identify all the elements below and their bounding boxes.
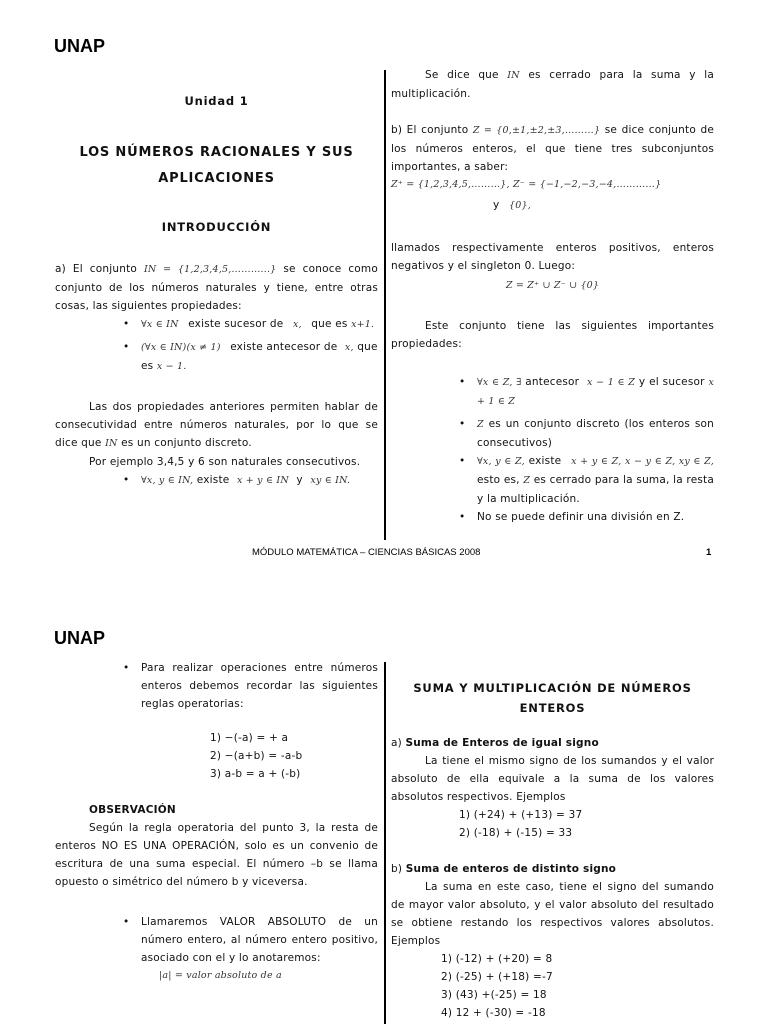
examples-b [391,950,714,1022]
math: x − 1. [156,361,187,372]
list-item [119,471,378,490]
integer-properties-list [455,373,714,526]
page1-header: UNAP [54,36,106,56]
text: a) El conjunto [55,263,138,275]
text: a) [391,737,402,749]
math: x, [344,342,354,353]
page1-footer: MÓDULO MATEMÁTICA – CIENCIAS BÁSICAS 2008 [252,547,481,558]
intro-heading: INTRODUCCIÓN [161,220,272,234]
text: se conoce como conjunto de los números naturales y tiene, entre otras cosas, las siguientes propiedades: [55,263,378,312]
union-formula: Z = Z⁺ ∪ Z⁻ ∪ {0} [505,280,600,291]
text: es cerrado para la suma, la resta y la multiplicación. [477,474,715,505]
paragraph-example: Por ejemplo 3,4,5 y 6 son naturales consecutivos. [89,456,361,468]
page2-header: UNAP [54,628,106,648]
example-item: 1) (+24) + (+13) = 37 [459,809,583,821]
math: x − 1 ∈ Z [587,377,636,388]
closure-list [119,471,378,490]
math: xy ∈ IN. [310,475,351,486]
math: x + y ∈ Z, x − y ∈ Z, xy ∈ Z, [571,456,714,467]
text: existe antecesor de [230,341,338,353]
example-item: 4) 12 + (-30) = -18 [441,1007,546,1019]
text: que es [141,341,378,372]
list-item [455,373,714,411]
text: antecesor [525,376,580,388]
list-item [455,415,714,452]
paragraph-closed [391,66,714,103]
example-item: 3) (43) +(-25) = 18 [441,989,547,1001]
text: Se dice que [425,69,499,81]
rule-item: 2) −(a+b) = -a-b [210,750,303,762]
list-item [119,338,378,376]
math: ∀x, y ∈ Z, [477,456,525,467]
subsection-b-heading [391,860,714,878]
math: IN [105,438,118,449]
page2-right-column [391,678,714,1022]
math: Z [477,419,484,430]
page1-left-column [55,90,378,490]
absolute-value-formula: |a| = valor absoluto de a [159,970,282,981]
rule-item: 1) −(-a) = + a [210,732,289,744]
list-item: • No se puede definir una división en Z. [455,508,714,526]
example-item: 2) (-25) + (+18) =-7 [441,971,553,983]
unit-heading: Unidad 1 [184,94,249,108]
math: (∀x ∈ IN)(x ≠ 1) [141,342,221,353]
math: x+1. [351,319,375,330]
math: {0}, [508,200,531,211]
math: ∀x ∈ IN [141,319,179,330]
page2-column-divider [384,662,386,1024]
text: existe [196,474,230,486]
text: Suma de enteros de distinto signo [405,863,617,875]
examples-a [391,806,714,842]
observation-heading: OBSERVACIÓN [89,804,176,816]
math-set-in: IN = {1,2,3,4,5,………...} [143,264,277,275]
text: Las dos propiedades anteriores permiten hablar de consecutividad entre números naturales, por lo que se dice que [55,401,378,449]
math: x + 1 ∈ Z [477,377,715,407]
math: x, [292,319,302,330]
math: ∀x, y ∈ IN, [141,475,194,486]
page1-page-number: 1 [706,547,712,558]
text: que es [311,318,348,330]
page1-right-column [391,66,714,526]
absolute-value-list [119,913,378,967]
paragraph-properties: Este conjunto tiene las siguientes importantes propiedades: [391,320,714,350]
text: se dice conjunto de los números enteros, el que tiene tres subconjuntos importantes, a saber: [391,124,714,173]
subsets-formula: Z⁺ = {1,2,3,4,5,………}, Z⁻ = {−1,−2,−3,−4,…………} [391,179,662,190]
list-item: • Para realizar operaciones entre números enteros debemos recordar las siguientes reglas operatorias: [119,659,378,713]
text: es cerrado para la suma y la multiplicación. [391,69,714,100]
math: Z = {0,±1,±2,±3,………} [472,125,601,136]
text: es un conjunto discreto. [121,437,252,449]
observation-text: Según la regla operatoria del punto 3, la resta de enteros NO ES UNA OPERACIÓN, solo es un convenio de escritura de una suma especial. El número –b se llama opuesto o simétrico del número b y viceversa. [55,822,378,888]
subsection-a-text: La tiene el mismo signo de los sumandos y el valor absoluto de ella equivale a la suma de los valores absolutos respectivos. Ejemplos [391,755,714,803]
example-item: 1) (-12) + (+20) = 8 [441,953,553,965]
list-item [455,452,714,508]
subsets-zero [391,196,714,215]
text: b) El conjunto [391,124,469,136]
list-item [119,315,378,334]
text: Suma de Enteros de igual signo [405,737,599,749]
text: existe [528,455,562,467]
section-title: SUMA Y MULTIPLICACIÓN DE NÚMEROS ENTEROS [413,681,692,715]
properties-list [119,315,378,376]
math: x + y ∈ IN [237,475,289,486]
operations-list [119,659,378,713]
text: y el sucesor [638,376,705,388]
math: ∀x ∈ Z, ∃ [477,377,522,388]
text: esto es, [477,474,520,486]
page2-left-column [55,659,378,985]
subsection-b-text: La suma en este caso, tiene el signo del sumando de mayor valor absoluto, y el valor absoluto del resultado se obtiene restando los respectivos valores absolutos. Ejemplos [391,881,714,947]
text: y [493,199,500,211]
math: Z [523,475,531,486]
paragraph-a [55,260,378,315]
page1-column-divider [384,70,386,540]
chapter-title: LOS NÚMEROS RACIONALES Y SUS APLICACIONES [79,145,354,186]
example-item: 2) (-18) + (-15) = 33 [459,827,573,839]
rule-item: 3) a-b = a + (-b) [210,768,301,780]
rules-list [55,729,378,783]
text: b) [391,863,403,875]
paragraph-consecutive [55,398,378,453]
text: existe sucesor de [188,318,284,330]
text: es un conjunto discreto (los enteros son consecutivos) [477,418,714,449]
text: y [296,474,303,486]
math: IN [507,70,520,81]
subsection-a-heading [391,734,714,752]
list-item: • Llamaremos VALOR ABSOLUTO de un número entero, al número entero positivo, asociado con el y lo anotaremos: [119,913,378,967]
paragraph-b [391,121,714,176]
paragraph-named: llamados respectivamente enteros positivos, enteros negativos y el singleton 0. Luego: [391,242,714,272]
